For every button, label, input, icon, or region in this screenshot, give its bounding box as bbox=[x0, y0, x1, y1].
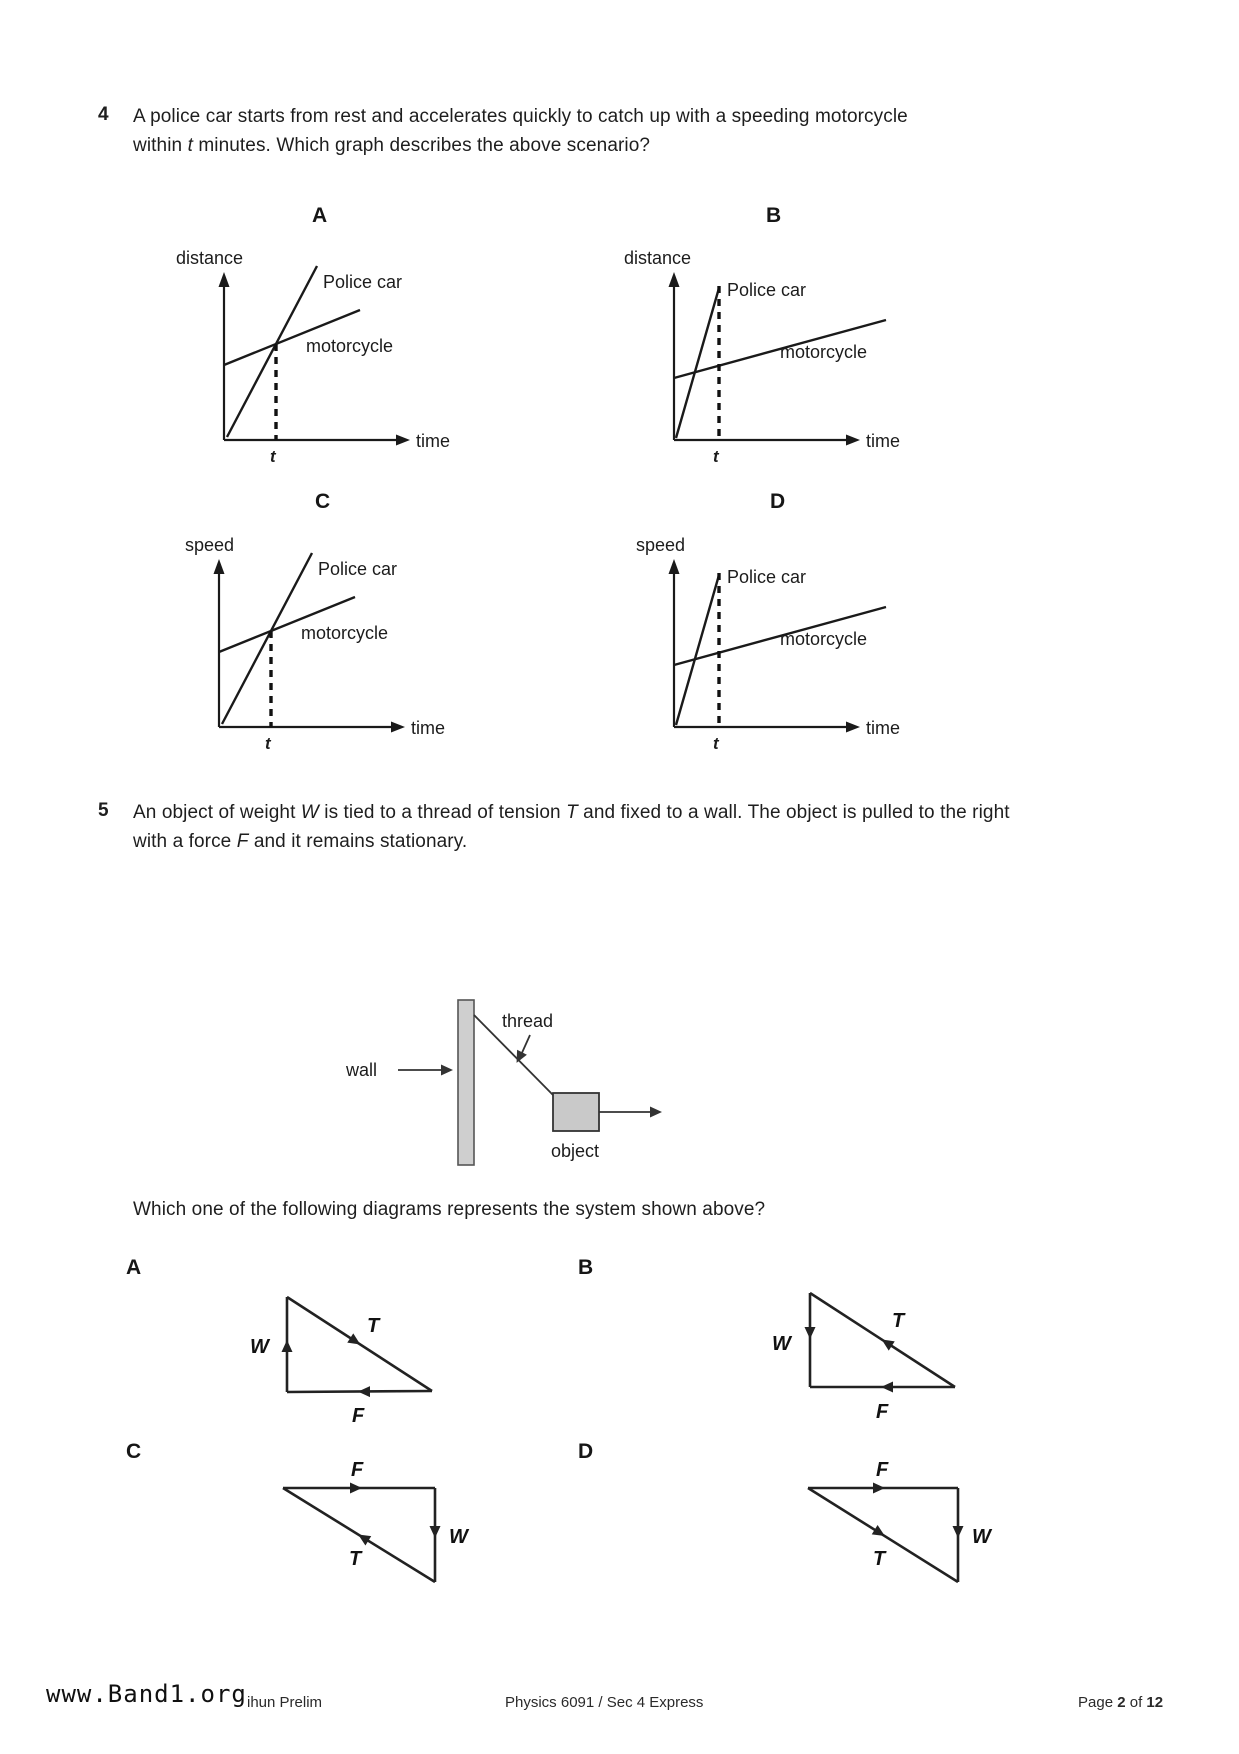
force-b-force-arrow-icon bbox=[881, 1382, 893, 1393]
footer-school-note: ihun Prelim bbox=[247, 1694, 323, 1711]
force-a-force-label: F bbox=[352, 1405, 365, 1427]
footer-page-total: 12 bbox=[1146, 1694, 1164, 1711]
graph-a-y-axis-arrow-icon bbox=[219, 272, 230, 287]
wall-thread-object-diagram bbox=[300, 975, 700, 1190]
graph-c-police-car-label: Police car bbox=[318, 559, 398, 579]
graph-option-letter-c: C bbox=[315, 490, 331, 513]
graph-b-police-car-line bbox=[676, 288, 719, 438]
q5-seg4: and it remains stationary. bbox=[248, 830, 468, 852]
force-b-tension-label: T bbox=[892, 1310, 905, 1332]
footer-page-number: 2 bbox=[1117, 1694, 1126, 1711]
force-a-force-arrow-icon bbox=[358, 1386, 370, 1397]
graph-c-motorcycle-label: motorcycle bbox=[301, 623, 389, 643]
graph-a-motorcycle-label: motorcycle bbox=[306, 336, 394, 356]
force-d-tension-arrow-icon bbox=[872, 1525, 888, 1541]
graph-d-x-axis-label: time bbox=[866, 718, 901, 738]
thread-label: thread bbox=[502, 1011, 554, 1031]
graph-a-police-car-line bbox=[227, 266, 317, 437]
footer-of-word: of bbox=[1129, 1694, 1143, 1711]
question-4-number: 4 bbox=[98, 104, 109, 125]
force-c-force-arrow-icon bbox=[350, 1483, 362, 1494]
graph-d-x-axis-arrow-icon bbox=[846, 722, 860, 733]
graph-c-speed-time bbox=[145, 517, 475, 767]
force-c-weight-arrow-icon bbox=[430, 1526, 441, 1538]
force-option-letter-a: A bbox=[126, 1256, 142, 1279]
graph-a-x-axis-label: time bbox=[416, 431, 451, 451]
q5-var-w: W bbox=[300, 802, 319, 823]
object-label: object bbox=[551, 1141, 600, 1161]
graph-d-speed-time bbox=[600, 517, 930, 767]
graph-c-x-axis-label: time bbox=[411, 718, 446, 738]
graph-option-letter-d: D bbox=[770, 490, 786, 513]
graph-option-letter-a: A bbox=[312, 204, 328, 227]
question-5-prompt: Which one of the following diagrams represents the system shown above? bbox=[133, 1199, 766, 1220]
graph-c-x-axis-arrow-icon bbox=[391, 722, 405, 733]
force-c-tension-label: T bbox=[349, 1548, 362, 1570]
graph-b-distance-time bbox=[600, 230, 930, 480]
footer-page-word: Page bbox=[1078, 1694, 1114, 1711]
graph-a-t-label: t bbox=[270, 447, 276, 466]
graph-b-motorcycle-label: motorcycle bbox=[780, 342, 868, 362]
graph-b-y-axis-label: distance bbox=[624, 248, 692, 268]
wall-label: wall bbox=[346, 1060, 378, 1080]
footer-watermark: www.Band1.org bbox=[46, 1680, 247, 1708]
graph-d-t-label: t bbox=[713, 734, 719, 753]
graph-b-x-axis-arrow-icon bbox=[846, 435, 860, 446]
graph-a-police-car-label: Police car bbox=[323, 272, 403, 292]
graph-option-letter-b: B bbox=[766, 204, 782, 227]
force-c-weight-label: W bbox=[449, 1526, 468, 1548]
graph-a-x-axis-arrow-icon bbox=[396, 435, 410, 446]
force-option-letter-b: B bbox=[578, 1256, 594, 1279]
force-option-letter-c: C bbox=[126, 1440, 142, 1463]
graph-b-police-car-label: Police car bbox=[727, 280, 807, 300]
force-c-force-label: F bbox=[351, 1459, 364, 1481]
force-d-force-label: F bbox=[876, 1459, 889, 1481]
graph-d-y-axis-label: speed bbox=[636, 535, 686, 555]
graph-c-police-car-line bbox=[222, 553, 312, 724]
q4-var-t: t bbox=[187, 134, 193, 156]
graph-c-t-label: t bbox=[265, 734, 271, 753]
graph-d-police-car-label: Police car bbox=[727, 567, 807, 587]
force-diagram-a bbox=[225, 1283, 475, 1438]
force-diagram-b bbox=[748, 1280, 998, 1435]
force-c-tension-arrow-icon bbox=[355, 1530, 371, 1546]
force-b-force-label: F bbox=[876, 1401, 889, 1423]
q4-text-a: A police car starts from rest and accelerates quickly to catch up with a speeding motorcycle within bbox=[133, 106, 908, 156]
force-a-weight-label: W bbox=[250, 1336, 269, 1358]
question-4-text bbox=[133, 103, 943, 160]
force-option-letter-d: D bbox=[578, 1440, 594, 1463]
q5-var-f: F bbox=[236, 830, 249, 852]
graph-b-t-label: t bbox=[713, 447, 719, 466]
graph-d-police-car-line bbox=[676, 575, 719, 725]
force-d-tension-label: T bbox=[873, 1548, 886, 1570]
thread-pointer-arrow-icon bbox=[512, 1050, 527, 1066]
graph-c-y-axis-label: speed bbox=[185, 535, 235, 555]
force-a-tension-arrow-icon bbox=[347, 1333, 363, 1349]
graph-a-distance-time bbox=[150, 230, 480, 480]
q5-var-t: T bbox=[566, 802, 578, 823]
force-a-weight-arrow-icon bbox=[282, 1340, 293, 1352]
thread-pointer-line bbox=[521, 1035, 530, 1055]
pull-force-arrow-icon bbox=[650, 1107, 662, 1118]
force-diagram-d bbox=[748, 1450, 1003, 1605]
q5-seg2: is tied to a thread of tension bbox=[318, 802, 567, 823]
force-b-weight-arrow-icon bbox=[805, 1327, 816, 1339]
force-a-tension-label: T bbox=[367, 1315, 380, 1337]
force-b-weight-label: W bbox=[772, 1333, 791, 1355]
graph-b-x-axis-label: time bbox=[866, 431, 901, 451]
object-rectangle bbox=[553, 1093, 599, 1131]
force-d-weight-label: W bbox=[972, 1526, 991, 1548]
force-d-weight-arrow-icon bbox=[953, 1526, 964, 1538]
q4-text-b: minutes. Which graph describes the above scenario? bbox=[192, 134, 651, 156]
graph-d-y-axis-arrow-icon bbox=[669, 559, 680, 574]
wall-rectangle bbox=[458, 1000, 474, 1165]
q5-seg1: An object of weight bbox=[133, 802, 301, 823]
question-5-text bbox=[133, 799, 1033, 856]
graph-b-y-axis-arrow-icon bbox=[669, 272, 680, 287]
q5-seg3: and fixed to a wall. The object is pulled to the right with a force bbox=[133, 802, 1010, 852]
graph-a-y-axis-label: distance bbox=[176, 248, 244, 268]
footer-page-indicator bbox=[1078, 1694, 1163, 1711]
force-d-force-arrow-icon bbox=[873, 1483, 885, 1494]
force-b-tension-arrow-icon bbox=[879, 1335, 895, 1351]
graph-c-y-axis-arrow-icon bbox=[214, 559, 225, 574]
force-diagram-c bbox=[225, 1450, 480, 1605]
graph-d-motorcycle-label: motorcycle bbox=[780, 629, 868, 649]
question-5-number: 5 bbox=[98, 800, 109, 821]
wall-pointer-arrow-icon bbox=[441, 1065, 453, 1076]
footer-subject: Physics 6091 / Sec 4 Express bbox=[505, 1694, 704, 1711]
